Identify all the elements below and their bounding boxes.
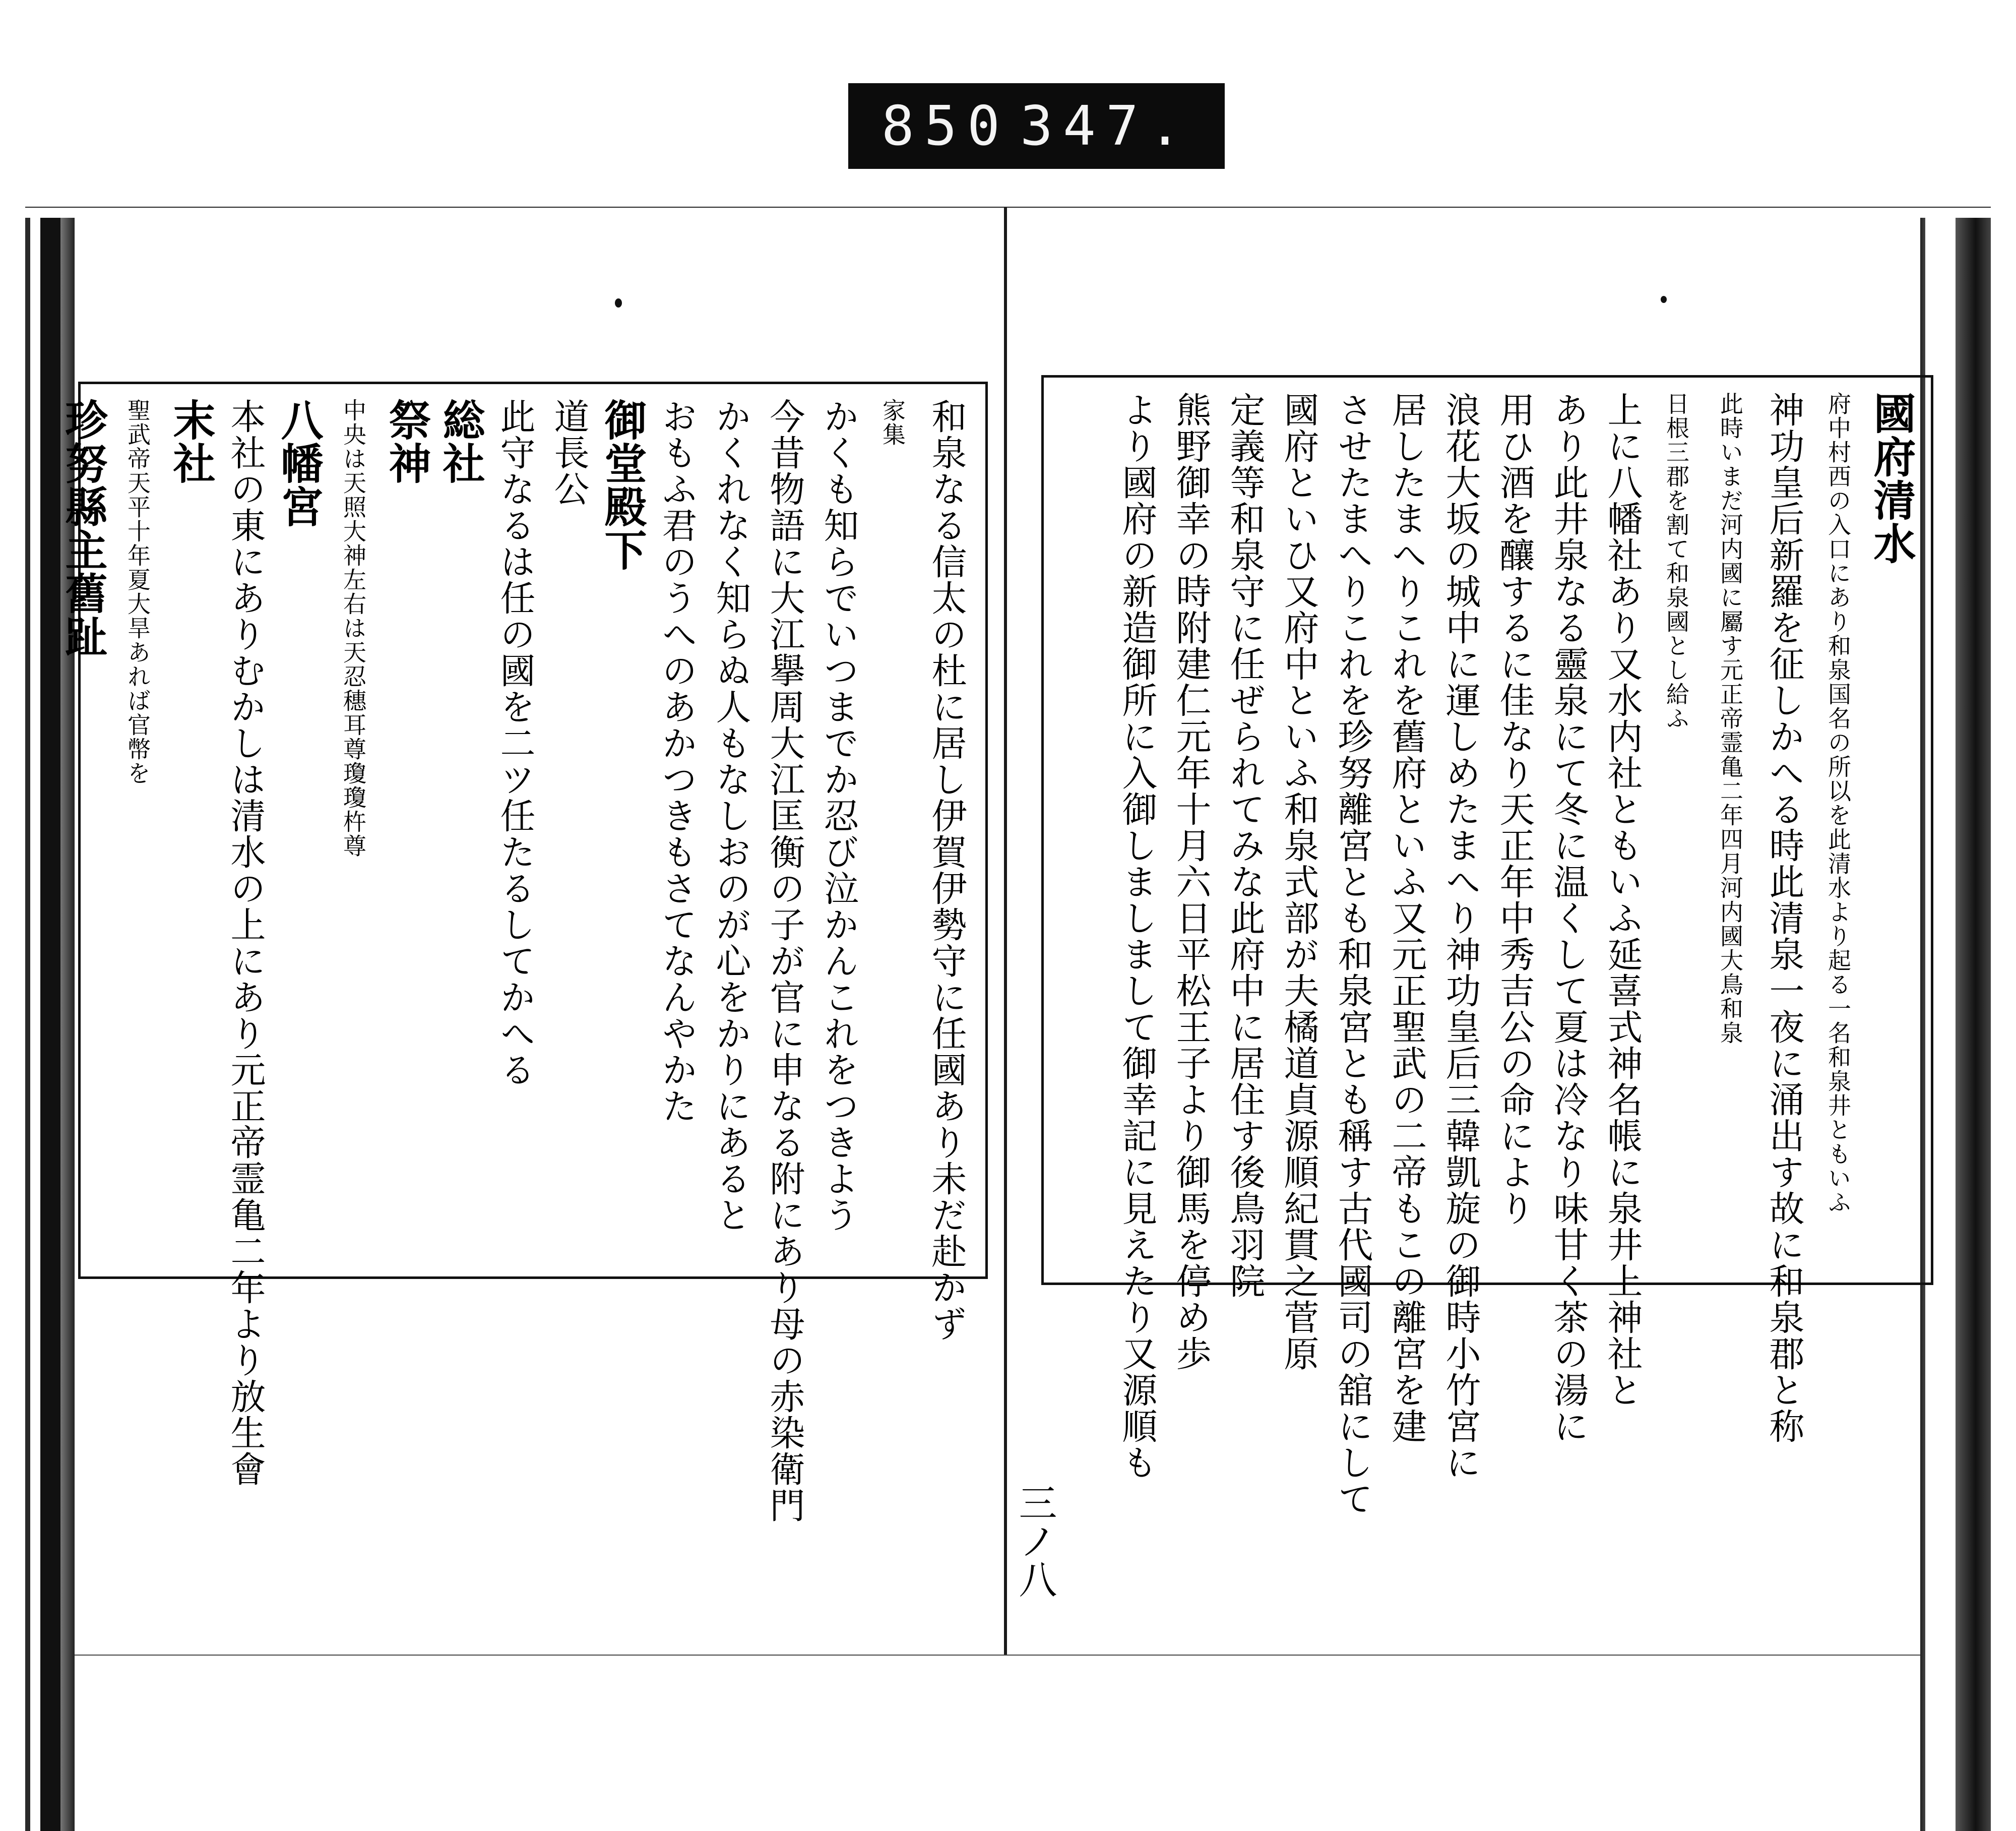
text-line: 和泉なる信太の杜に居し伊賀伊勢守に任國あり未だ赴かず	[926, 398, 967, 1342]
catalog-series: 850	[881, 94, 1010, 158]
right-page-text	[1056, 392, 1919, 1517]
ink-spot	[1661, 296, 1667, 303]
text-line: させたまへりこれを珍努離宮とも和泉宮とも稱す古代國司の舘にして	[1332, 392, 1373, 1517]
ink-spot	[615, 298, 622, 308]
book-spread	[25, 207, 1991, 1656]
text-line: 家集	[879, 398, 906, 447]
page-number: 三ノ八	[1013, 1483, 1057, 1598]
right-page-frame	[1041, 375, 1933, 1517]
text-line: 上に八幡社あり又水内社ともいふ延喜式神名帳に泉井上神社と	[1602, 392, 1643, 1408]
text-line: 末社	[166, 398, 216, 485]
text-line: より國府の新造御所に入御しましまして御幸記に見えたり又源順も	[1116, 392, 1158, 1481]
text-line: 此守なるは任の國を二ツ任たるしてかへる	[494, 398, 536, 1088]
text-line: 此時いまだ河内國に屬す元正帝霊亀二年四月河内國大鳥和泉	[1717, 392, 1744, 1045]
left-page-frame	[58, 382, 988, 1523]
text-line: 祭神	[382, 398, 432, 485]
text-line: 今昔物語に大江擧周大江匡衡の子が官に申なる附にあり母の赤染衛門	[764, 398, 805, 1523]
text-line: おもふ君のうへのあかつきもさてなんやかた	[656, 398, 698, 1124]
gutter-line	[1004, 208, 1007, 1655]
text-line: 府中村西の入口にあり和泉国名の所以を此清水より起る一名和泉井ともいふ	[1824, 392, 1852, 1214]
text-line: 珍努縣主舊趾	[58, 398, 108, 658]
text-line: 総社	[436, 398, 486, 485]
text-line: 中央は天照大神左右は天忍穗耳尊瓊瓊杵尊	[340, 398, 367, 858]
text-line: 熊野御幸の時附建仁元年十月六日平松王子より御馬を停め歩	[1170, 392, 1212, 1372]
text-line: 神功皇后新羅を征しかへる時此清泉一夜に涌出す故に和泉郡と称	[1763, 392, 1805, 1444]
left-page-text	[58, 398, 973, 1523]
text-line: 御堂殿下	[598, 398, 648, 572]
text-line: 聖武帝天平十年夏大旱あれば官幣を	[124, 398, 151, 785]
text-line: あり此井泉なる靈泉にて冬に温くして夏は冷なり味甘く茶の湯に	[1548, 392, 1589, 1444]
text-line: 道長公	[548, 398, 590, 507]
text-line: 八幡宮	[274, 398, 324, 528]
text-line: かくも知らでいつまでか忍び泣かんこれをつきよう	[818, 398, 859, 1233]
text-line: 定義等和泉守に任ぜられてみな此府中に居住す後鳥羽院	[1224, 392, 1266, 1299]
text-line: 日根三郡を割て和泉國とし給ふ	[1663, 392, 1690, 730]
catalog-number: 347.	[1020, 94, 1192, 158]
text-line: 用ひ酒を釀するに佳なり天正年中秀吉公の命により	[1494, 392, 1535, 1227]
text-line: かくれなく知らぬ人もなしおのが心をかりにあると	[710, 398, 751, 1233]
text-line: 國府といひ又府中といふ和泉式部が夫橘道貞源順紀貫之菅原	[1278, 392, 1319, 1372]
text-line: 國府清水	[1867, 392, 1917, 565]
catalog-label	[848, 83, 1225, 169]
text-line: 本社の東にありむかしは清水の上にあり元正帝霊亀二年より放生會	[225, 398, 266, 1487]
text-line: 浪花大坂の城中に運しめたまへり神功皇后三韓凱旋の御時小竹宮に	[1440, 392, 1481, 1481]
text-line: 居したまへりこれを舊府といふ又元正聖武の二帝もこの離宮を建	[1386, 392, 1427, 1444]
